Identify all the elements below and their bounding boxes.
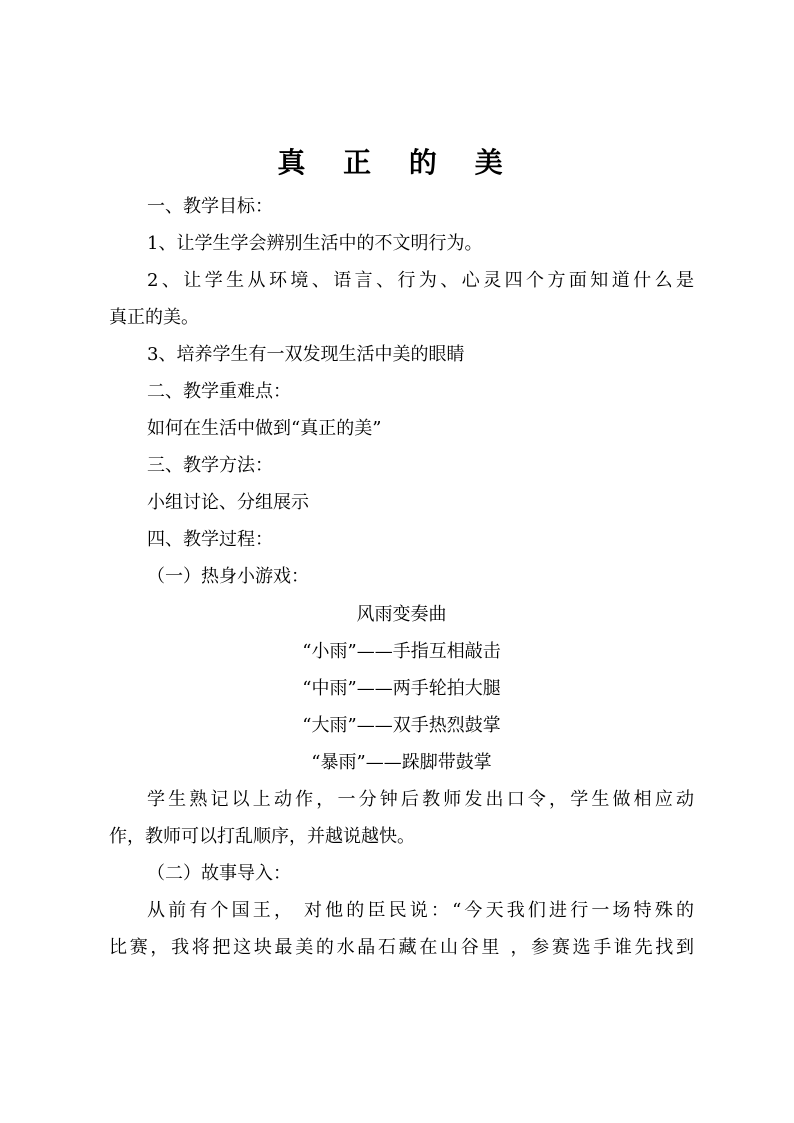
goal-item-2-line-1: 2、让学生从环境、语言、行为、心灵四个方面知道什么是 xyxy=(147,270,694,291)
poem-line-1: “小雨”——手指互相敲击 xyxy=(302,641,501,662)
document-title: 真 正 的 美 xyxy=(277,146,517,179)
goal-item-3: 3、培养学生有一双发现生活中美的眼睛 xyxy=(147,344,465,365)
section-heading-process: 四、教学过程： xyxy=(147,529,273,550)
game-instruction-line-1: 学生熟记以上动作，一分钟后教师发出口令，学生做相应动 xyxy=(147,789,694,810)
subsection-warmup-game: （一）热身小游戏： xyxy=(147,566,309,587)
goal-item-1: 1、让学生学会辨别生活中的不文明行为。 xyxy=(147,233,483,254)
story-line-1: 从前有个国王， 对他的臣民说：“今天我们进行一场特殊的 xyxy=(147,900,694,921)
poem-line-2: “中雨”——两手轮拍大腿 xyxy=(302,678,501,699)
section-heading-goals: 一、教学目标： xyxy=(147,196,273,217)
goal-item-2-line-2: 真正的美。 xyxy=(109,307,199,328)
story-line-2: 比赛，我将把这块最美的水晶石藏在山谷里 ，参赛选手谁先找到 xyxy=(109,937,694,958)
poem-title: 风雨变奏曲 xyxy=(356,604,447,625)
poem-line-4: “暴雨”——跺脚带鼓掌 xyxy=(311,752,492,773)
game-instruction-line-2: 作，教师可以打乱顺序，并越说越快。 xyxy=(109,826,415,847)
section-heading-key-points: 二、教学重难点： xyxy=(147,381,291,402)
section-heading-methods: 三、教学方法： xyxy=(147,455,273,476)
subsection-story-intro: （二）故事导入： xyxy=(147,863,291,884)
key-point-text: 如何在生活中做到“真正的美” xyxy=(147,418,382,439)
methods-text: 小组讨论、分组展示 xyxy=(147,492,309,513)
poem-line-3: “大雨”——双手热烈鼓掌 xyxy=(302,715,501,736)
